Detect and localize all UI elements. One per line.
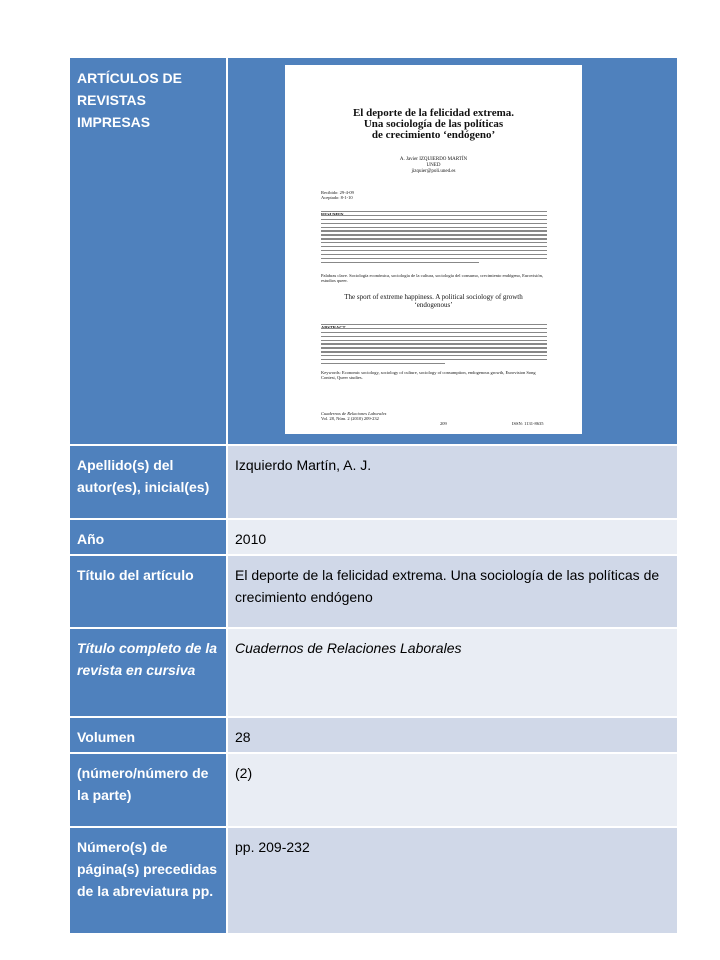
thumb-page-number: 209 bbox=[440, 421, 447, 426]
thumb-journal: Cuadernos de Relaciones Laborales Vol. 28, Núm. 2 (2010) 209-232 bbox=[321, 411, 387, 421]
thumb-abstract-text bbox=[321, 324, 547, 367]
issue-label: (número/número de la parte) bbox=[69, 753, 227, 827]
thumb-issn: ISSN: 1131-8635 bbox=[512, 421, 544, 426]
volume-value: 28 bbox=[227, 717, 678, 753]
author-label: Apellido(s) del autor(es), inicial(es) bbox=[69, 445, 227, 519]
journal-title-label: Título completo de la revista en cursiva bbox=[69, 628, 227, 717]
thumb-author: A. Javier IZQUIERDO MARTÍN UNED jizquier@poli.uned.es bbox=[399, 157, 468, 174]
thumb-english-title: The sport of extreme happiness. A political sociology of growth ‘endogenous’ bbox=[344, 293, 523, 309]
header-label: ARTÍCULOS DE REVISTAS IMPRESAS bbox=[69, 57, 227, 445]
pages-value: pp. 209-232 bbox=[227, 827, 678, 934]
thumb-resumen-text bbox=[321, 211, 547, 265]
year-label: Año bbox=[69, 519, 227, 555]
pages-label: Número(s) de página(s) precedidas de la abreviatura pp. bbox=[69, 827, 227, 934]
article-title-label: Título del artículo bbox=[69, 555, 227, 628]
journal-title-value: Cuadernos de Relaciones Laborales bbox=[227, 628, 678, 717]
article-thumbnail-cell bbox=[227, 57, 678, 445]
thumb-palabras-clave: Palabras clave. Sociología económica, sociología de la cultura, sociología del consumo, crecimiento endógeno, Eurovisión, estudios queer. bbox=[321, 273, 544, 283]
author-value: Izquierdo Martín, A. J. bbox=[227, 445, 678, 519]
volume-label: Volumen bbox=[69, 717, 227, 753]
citation-table bbox=[69, 57, 678, 934]
thumb-dates: Recibido: 29-4-09 Aceptado: 8-1-10 bbox=[321, 190, 354, 200]
year-value: 2010 bbox=[227, 519, 678, 555]
article-title-value: El deporte de la felicidad extrema. Una sociología de las políticas de crecimiento endógeno bbox=[227, 555, 678, 628]
article-page-thumbnail bbox=[285, 65, 582, 434]
issue-value: (2) bbox=[227, 753, 678, 827]
thumb-keywords: Keywords: Economic sociology, sociology of culture, sociology of consumption, endogenous growth, Eurovision Song Contest, Queer studies. bbox=[321, 370, 536, 380]
thumb-title: El deporte de la felicidad extrema. Una sociología de las políticas de crecimiento ‘endógeno’ bbox=[352, 107, 515, 141]
